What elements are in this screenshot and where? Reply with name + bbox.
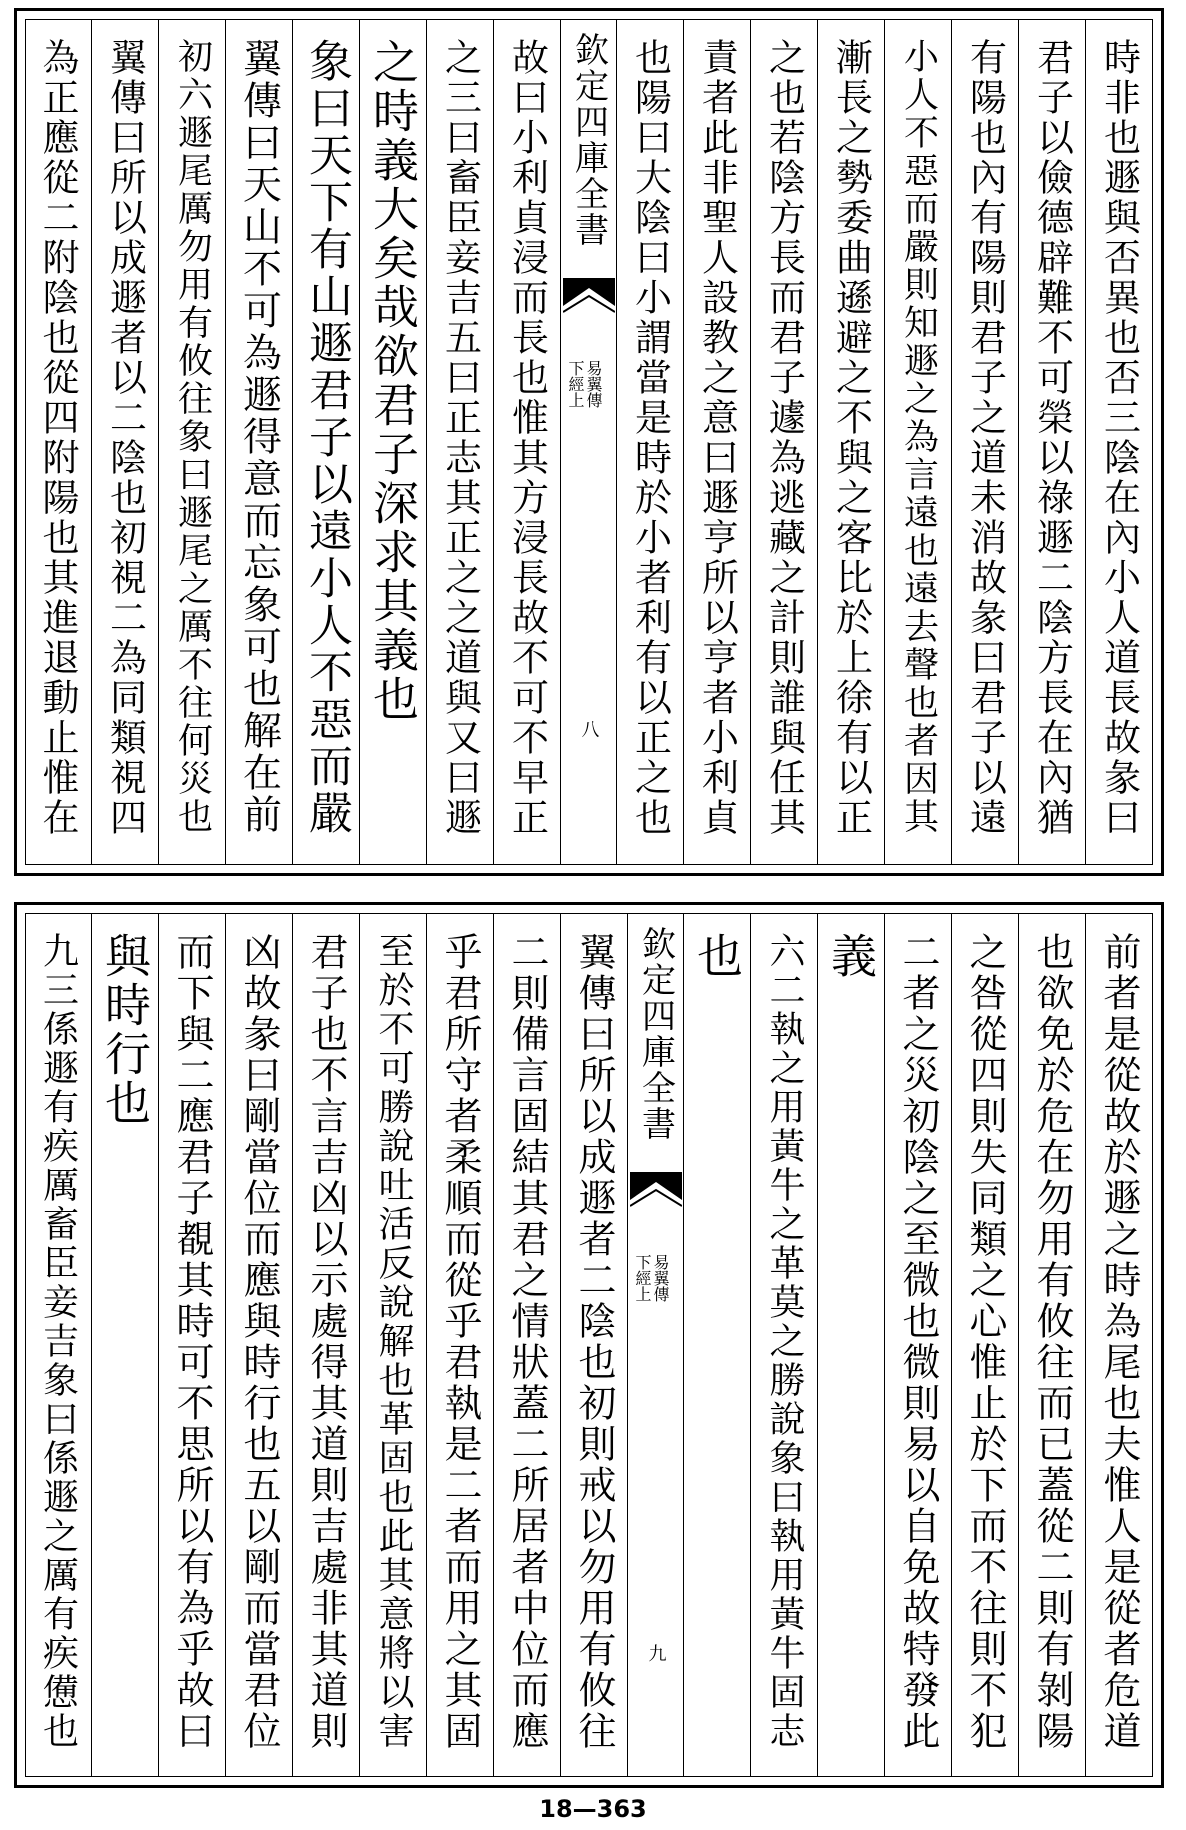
text-column: 君子也不言吉凶以示處得其道則吉處非其道則 bbox=[292, 914, 359, 1776]
text-column: 漸長之勢委曲遜避之不與之客比於上徐有以正 bbox=[817, 20, 884, 864]
fish-tail-ornament bbox=[563, 278, 615, 318]
text-column: 而下與二應君子覩其時可不思所以有為乎故曰 bbox=[158, 914, 225, 1776]
text-column: 之也若陰方長而君子遽為逃藏之計則誰與任其 bbox=[750, 20, 817, 864]
text-column: 前者是從故於遯之時為尾也夫惟人是從者危道 bbox=[1085, 914, 1152, 1776]
text-column: 之三曰畜臣妾吉五曰正志其正之之道與又曰遯 bbox=[426, 20, 493, 864]
text-column: 也陽曰大陰曰小謂當是時於小者利有以正之也 bbox=[616, 20, 683, 864]
center-margin-column bbox=[560, 20, 616, 864]
text-frame-bottom bbox=[25, 913, 1153, 1777]
text-column: 象曰天下有山遯君子以遠小人不惡而嚴 bbox=[292, 20, 359, 864]
text-column: 小人不惡而嚴則知遯之為言遠也遠去聲也者因其 bbox=[884, 20, 951, 864]
chapter-label: 易翼傳 下經上 bbox=[633, 1254, 670, 1302]
text-column: 也欲免於危在勿用有攸往而已蓋從二則有剝陽 bbox=[1018, 914, 1085, 1776]
text-column: 至於不可勝說吐活反說解也革固也此其意將以害 bbox=[359, 914, 426, 1776]
text-frame-top bbox=[25, 19, 1153, 865]
text-column: 為正應從二附陰也從四附陽也其進退動止惟在 bbox=[36, 38, 79, 838]
text-column: 翼傳曰天山不可為遯得意而忘象可也解在前 bbox=[225, 20, 292, 864]
text-column: 翼傳曰所以成遯者以二陰也初視二為同類視四 bbox=[91, 20, 158, 864]
text-column: 二者之災初陰之至微也微則易以自免故特發此 bbox=[884, 914, 951, 1776]
page-number: 九 bbox=[645, 1644, 667, 1662]
text-column: 故曰小利貞浸而長也惟其方浸長故不可不早正 bbox=[493, 20, 560, 864]
text-column: 時非也遯與否異也否三陰在內小人道長故彖曰 bbox=[1085, 20, 1152, 864]
text-column: 之時義大矣哉欲君子深求其義也 bbox=[359, 20, 426, 864]
chapter-label: 易翼傳 下經上 bbox=[566, 360, 603, 408]
text-column: 有陽也內有陽則君子之道未消故彖曰君子以遠 bbox=[951, 20, 1018, 864]
text-column: 義 bbox=[817, 914, 884, 1776]
page-panel-bottom bbox=[14, 902, 1164, 1788]
text-column: 翼傳曰所以成遯者二陰也初則戒以勿用有攸往 bbox=[560, 914, 627, 1776]
text-column: 乎君所守者柔順而從乎君執是二者而用之其固 bbox=[426, 914, 493, 1776]
text-column: 二則備言固結其君之情狀蓋二所居者中位而應 bbox=[493, 914, 560, 1776]
text-column: 九三係遯有疾厲畜臣妾吉象曰係遯之厲有疾憊也 bbox=[37, 932, 79, 1751]
fish-tail-ornament bbox=[630, 1172, 682, 1212]
book-title: 欽定四庫全書 bbox=[568, 32, 609, 248]
text-column: 責者此非聖人設教之意曰遯亨所以亨者小利貞 bbox=[683, 20, 750, 864]
book-title: 欽定四庫全書 bbox=[635, 926, 676, 1142]
page-panel-top bbox=[14, 8, 1164, 876]
text-column: 也 bbox=[683, 914, 750, 1776]
center-margin-column bbox=[627, 914, 683, 1776]
text-column: 之咎從四則失同類之心惟止於下而不往則不犯 bbox=[951, 914, 1018, 1776]
text-column: 初六遯尾厲勿用有攸往象曰遯尾之厲不往何災也 bbox=[158, 20, 225, 864]
text-column: 與時行也 bbox=[91, 914, 158, 1776]
text-column: 凶故彖曰剛當位而應與時行也五以剛而當君位 bbox=[225, 914, 292, 1776]
page-number: 八 bbox=[578, 720, 600, 738]
text-column: 六二執之用黃牛之革莫之勝說象曰執用黃牛固志 bbox=[750, 914, 817, 1776]
folio-number: 18—363 bbox=[539, 1795, 647, 1823]
text-column: 君子以儉德辟難不可榮以祿遯二陰方長在內猶 bbox=[1018, 20, 1085, 864]
